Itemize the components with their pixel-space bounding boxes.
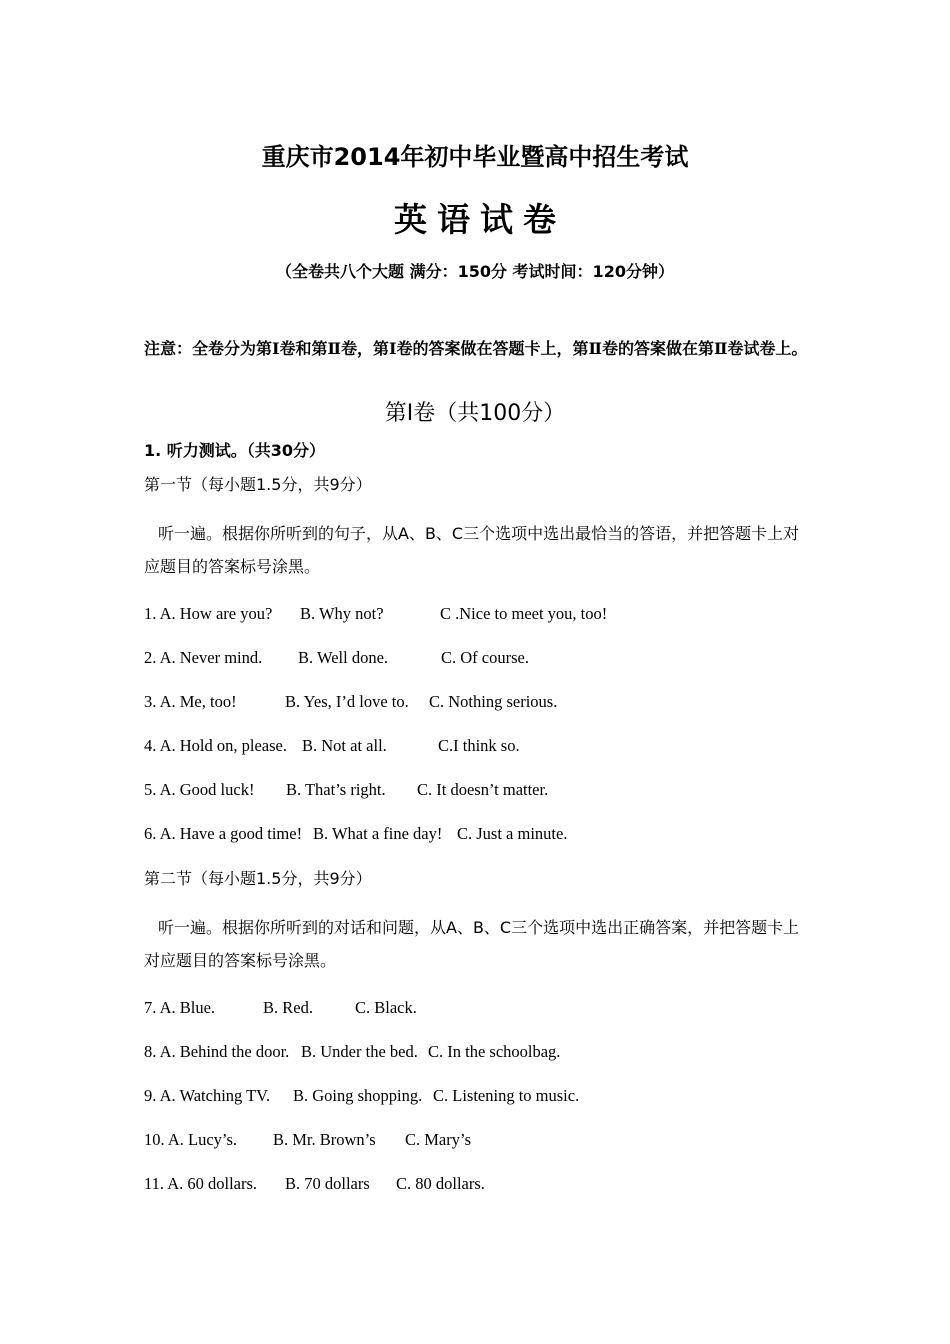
option-a: 9. A. Watching TV. <box>144 1086 271 1105</box>
option-a: 5. A. Good luck! <box>144 780 255 799</box>
option-b: B. Under the bed. <box>301 1042 418 1061</box>
question-row <box>144 1128 471 1152</box>
question-row <box>144 996 417 1020</box>
option-a: 10. A. Lucy’s. <box>144 1130 238 1149</box>
option-c: C. Listening to music. <box>433 1086 580 1105</box>
option-b: B. Going shopping. <box>293 1086 423 1105</box>
option-b: B. Mr. Brown’s <box>273 1130 376 1149</box>
question-row <box>144 602 607 626</box>
option-c: C.I think so. <box>438 736 520 755</box>
part-title: 第Ⅰ卷（共100分） <box>384 401 566 426</box>
question-row <box>144 1084 579 1108</box>
question-row <box>144 822 567 846</box>
option-b: B. Well done. <box>298 648 389 667</box>
option-c: C. In the schoolbag. <box>428 1042 561 1061</box>
question-row <box>144 646 529 670</box>
option-b: B. Not at all. <box>302 736 387 755</box>
section-title: 1. 听力测试。（共30分） <box>144 441 326 460</box>
question-row <box>144 734 520 758</box>
option-c: C. It doesn’t matter. <box>417 780 549 799</box>
option-b: B. What a fine day! <box>313 824 443 843</box>
option-c: C .Nice to meet you, too! <box>440 604 608 623</box>
option-a: 3. A. Me, too! <box>144 692 237 711</box>
subsection-1-title: 第一节（每小题1.5分，共9分） <box>144 475 372 494</box>
option-c: C. Mary’s <box>405 1130 471 1149</box>
option-a: 8. A. Behind the door. <box>144 1042 290 1061</box>
option-c: C. Black. <box>355 998 417 1017</box>
question-row <box>144 778 548 802</box>
option-b: B. Red. <box>263 998 313 1017</box>
subsection-1-instruction: 听一遍。根据你所听到的句子，从A、B、C三个选项中选出最恰当的答语，并把答题卡上对应题目的答案标号涂黑。 <box>144 524 800 576</box>
option-c: C. 80 dollars. <box>396 1174 485 1193</box>
subsection-2-instruction: 听一遍。根据你所听到的对话和问题，从A、B、C三个选项中选出正确答案，并把答题卡上对应题目的答案标号涂黑。 <box>144 918 800 970</box>
exam-notice: 注意：全卷分为第Ⅰ卷和第Ⅱ卷，第Ⅰ卷的答案做在答题卡上，第Ⅱ卷的答案做在第Ⅱ卷试卷上。 <box>144 339 808 358</box>
question-row <box>144 1040 560 1064</box>
exam-meta: （全卷共八个大题 满分：150分 考试时间：120分钟） <box>276 262 674 281</box>
question-row <box>144 1172 485 1196</box>
option-a: 7. A. Blue. <box>144 998 216 1017</box>
option-a: 4. A. Hold on, please. <box>144 736 287 755</box>
option-b: B. That’s right. <box>286 780 386 799</box>
option-a: 11. A. 60 dollars. <box>144 1174 258 1193</box>
option-c: C. Of course. <box>441 648 529 667</box>
option-c: C. Nothing serious. <box>429 692 558 711</box>
subsection-2-title: 第二节（每小题1.5分，共9分） <box>144 869 372 888</box>
option-c: C. Just a minute. <box>457 824 568 843</box>
question-row <box>144 690 557 714</box>
option-a: 6. A. Have a good time! <box>144 824 303 843</box>
exam-subject: 英语试卷 <box>394 200 566 239</box>
option-b: B. Yes, I’d love to. <box>285 692 409 711</box>
option-b: B. 70 dollars <box>285 1174 370 1193</box>
option-b: B. Why not? <box>300 604 384 623</box>
exam-title: 重庆市2014年初中毕业暨高中招生考试 <box>261 143 689 171</box>
option-a: 1. A. How are you? <box>144 604 273 623</box>
option-a: 2. A. Never mind. <box>144 648 263 667</box>
